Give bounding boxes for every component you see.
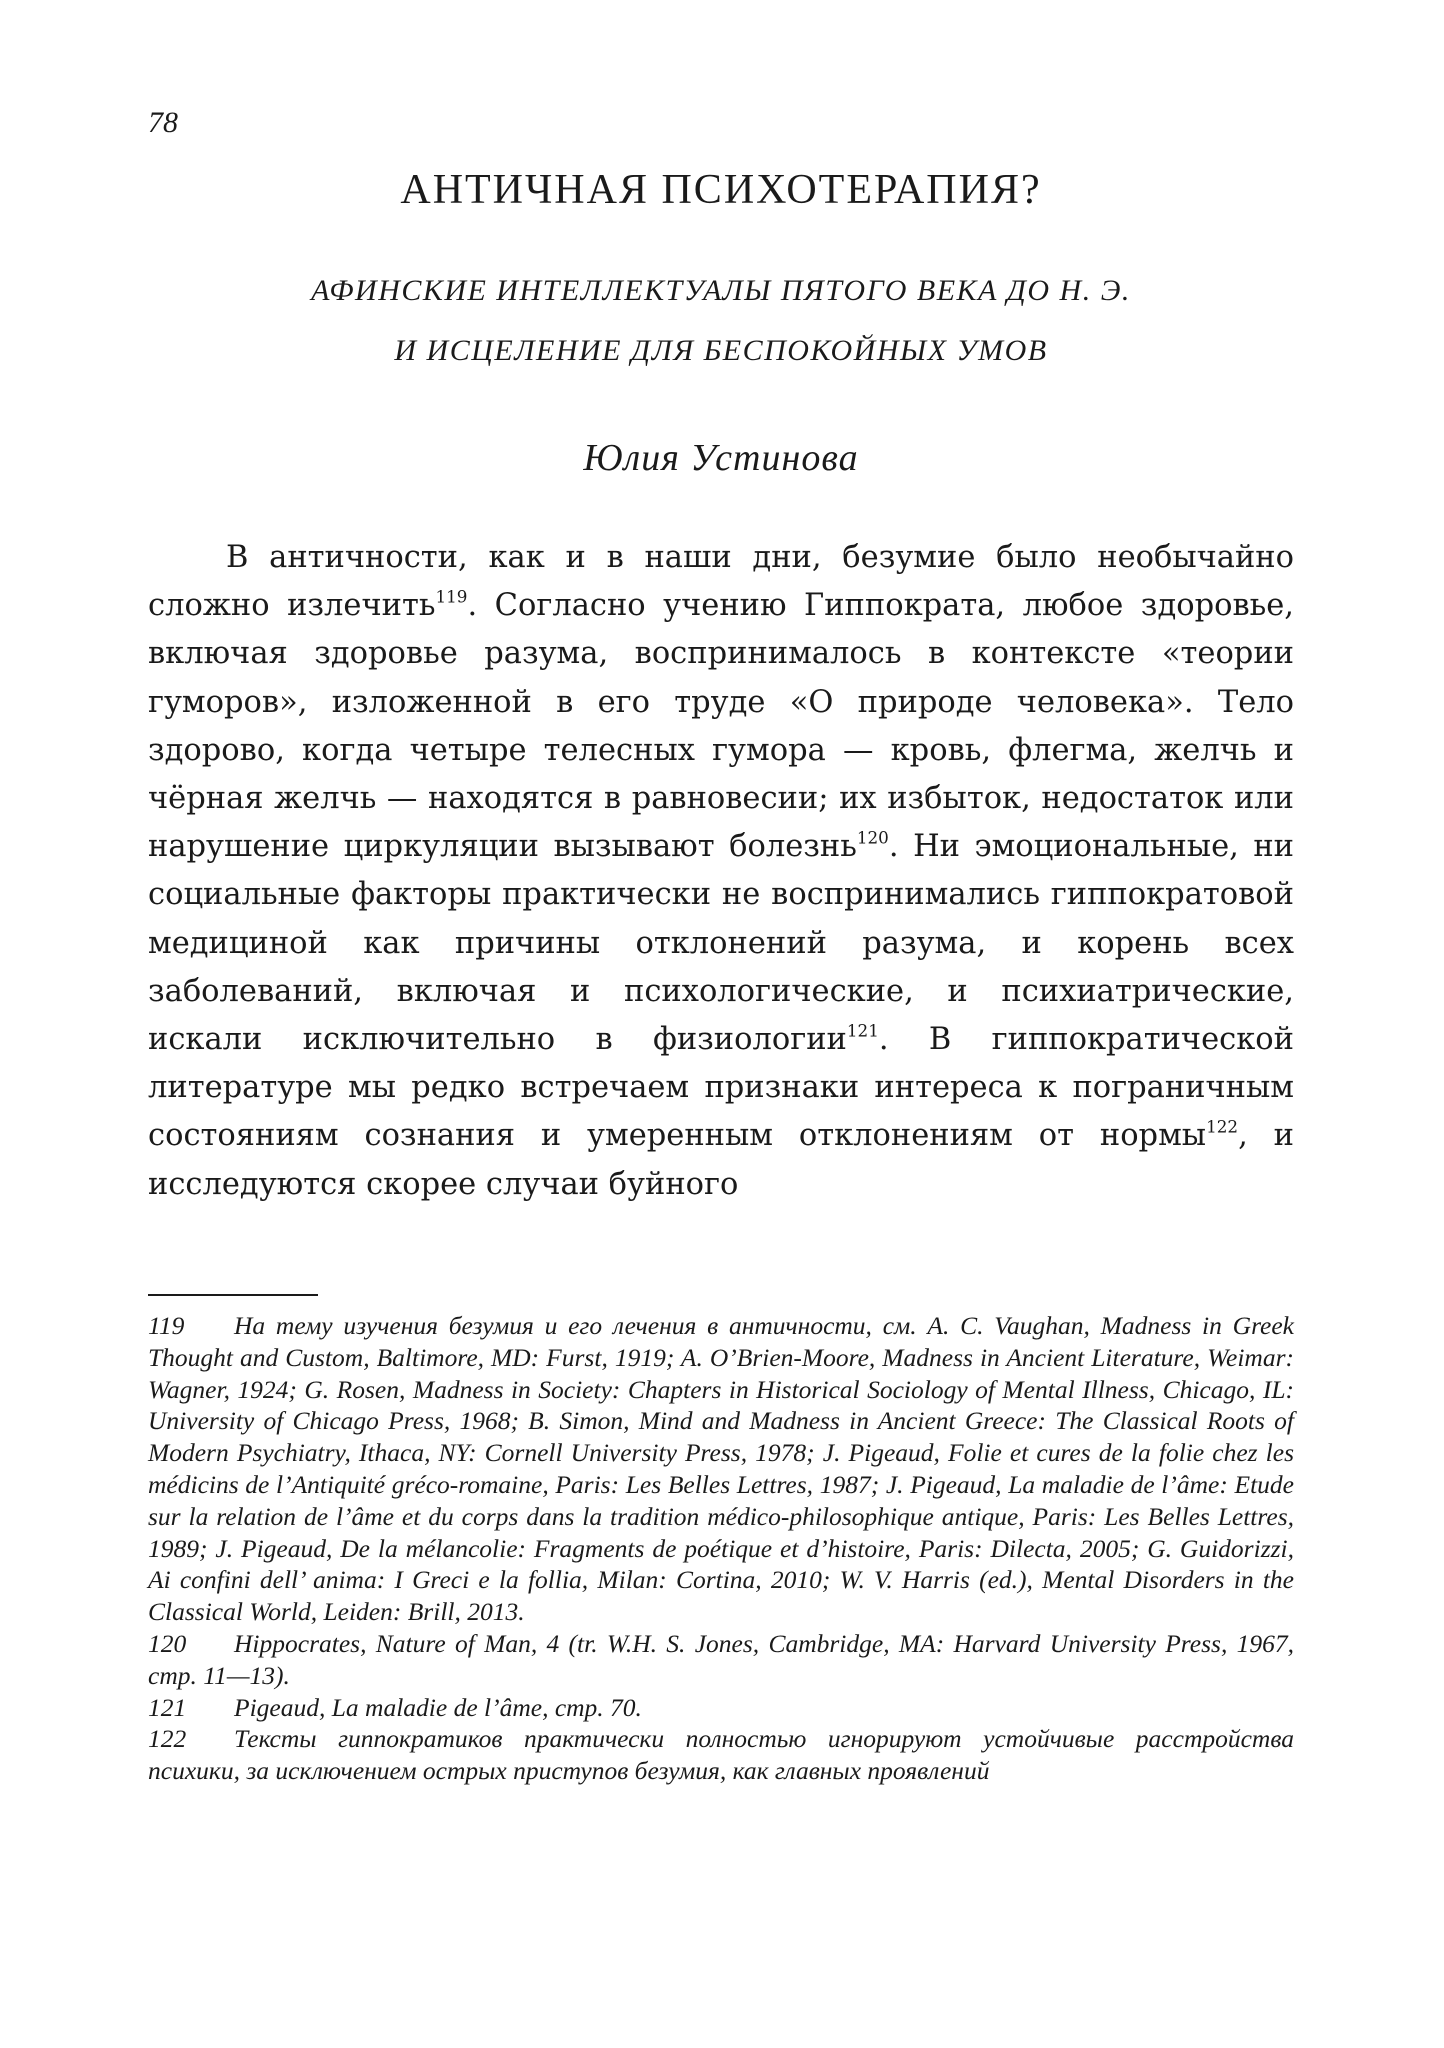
- author-name: Юлия Устинова: [583, 437, 859, 479]
- footnote: [148, 1628, 1294, 1692]
- footnote-text: На тему изучения безумия и его лечения в античности, см. A. C. Vaughan, Madness in Greek Thought and Custom, Baltimore, MD: Furst, 1919; A. O’Brien-Moore, Madness in Ancient Literature, Weimar: Wagner, 1924; G. Rosen, Madness in Society: Chapters in Historical Sociology of Mental Illness, Chicago, IL: University of Chicago Press, 1968; B. Simon, Mind and Madness in Ancient Greece: The Classical Roots of Modern Psychiatry, Ithaca, NY: Cornell University Press, 1978; J. Pigeaud, Folie et cures de la folie chez les médicins de l’Antiquité gréco-romaine, Paris: Les Belles Lettres, 1987; J. Pigeaud, La maladie de l’âme: Etude sur la relation de l’âme et du corps dans la tradition médico-philosophique antique, Paris: Les Belles Lettres, 1989; J. Pigeaud, De la mélancolie: Fragments de poétique et d’histoire, Paris: Dilecta, 2005; G. Guidorizzi, Ai confini dell’ anima: I Greci e la follia, Milan: Cortina, 2010; W. V. Harris (ed.), Mental Disorders in the Classical World, Leiden: Brill, 2013.: [148, 1311, 1294, 1627]
- footnote-reference: 121: [846, 1020, 879, 1041]
- footnote-reference: 122: [1206, 1116, 1239, 1137]
- footnote-divider: [148, 1294, 318, 1296]
- footnote: [148, 1310, 1294, 1628]
- footnote-number: 121: [148, 1692, 187, 1722]
- chapter-title: АНТИЧНАЯ ПСИХОТЕРАПИЯ?: [400, 167, 1042, 213]
- body-text-segment: . В гиппократической литературе мы редко встречаем признаки интереса к пограничным состояниям сознания и умеренным отклонениям от нормы: [148, 1022, 1294, 1154]
- body-text-segment: . Ни эмоциональные, ни социальные факторы практически не воспринимались гиппократовой медициной как причины отклонений разума, и корень всех заболеваний, включая и психологические, и психиатрические, искали исключительно в физиологии: [148, 829, 1294, 1058]
- footnote-text: Тексты гиппократиков практически полностью игнорируют устойчивые расстройства психики, за исключением острых приступов безумия, как главных проявлений: [148, 1724, 1294, 1786]
- footnotes: [148, 1310, 1294, 1787]
- footnote: [148, 1692, 1294, 1724]
- page-number: 78: [148, 106, 178, 139]
- chapter-subtitle-line-1: АФИНСКИЕ ИНТЕЛЛЕКТУАЛЫ ПЯТОГО ВЕКА ДО Н. Э.: [311, 274, 1131, 307]
- footnote-number: 119: [148, 1311, 185, 1340]
- footnote-text: Hippocrates, Nature of Man, 4 (tr. W.H. S. Jones, Cambridge, MA: Harvard University Press, 1967, стр. 11—13).: [148, 1628, 1294, 1690]
- footnote-reference: 120: [856, 827, 889, 848]
- body-text-segment: . Согласно учению Гиппократа, любое здоровье, включая здоровье разума, воспринималось в контексте «теории гуморов», изложенной в его труде «О природе человека». Тело здорово, когда четыре телесных гумора — кровь, флегма, желчь и чёрная желчь — находятся в равновесии; их избыток, недостаток или нарушение циркуляции вызывают болезнь: [148, 588, 1294, 865]
- body-paragraph: [148, 534, 1294, 1209]
- chapter-subtitle-line-2: И ИСЦЕЛЕНИЕ ДЛЯ БЕСПОКОЙНЫХ УМОВ: [394, 334, 1048, 367]
- body-text-segment: В античности, как и в наши дни, безумие было необычайно сложно излечить: [148, 540, 1294, 624]
- body-text-segment: , и исследуются скорее случаи буйного: [148, 1118, 1294, 1202]
- footnote-number: 122: [148, 1724, 187, 1754]
- footnote-reference: 119: [435, 586, 468, 607]
- footnote: [148, 1723, 1294, 1787]
- footnote-text: Pigeaud, La maladie de l’âme, стр. 70.: [234, 1692, 642, 1722]
- footnote-number: 120: [148, 1628, 187, 1658]
